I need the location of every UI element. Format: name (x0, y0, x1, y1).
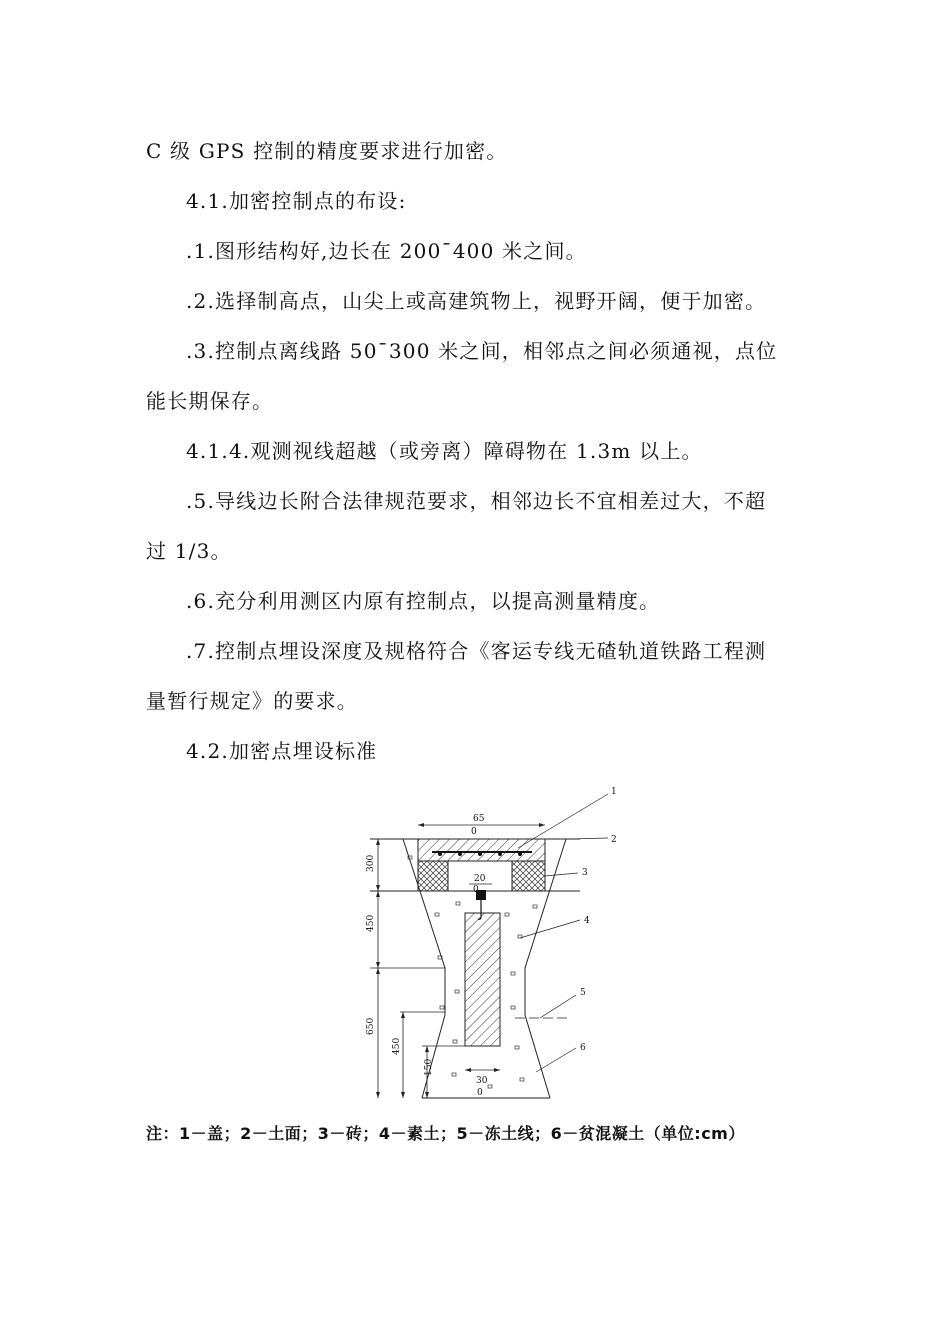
list-item-6: .6.充分利用测区内原有控制点，以提高测量精度。 (186, 589, 661, 613)
list-item-1: .1.图形结构好,边长在 200¯400 米之间。 (186, 239, 587, 263)
list-item-2: .2.选择制高点，山尖上或高建筑物上，视野开阔，便于加密。 (186, 289, 767, 313)
callout-3-label: 3 (582, 868, 588, 878)
dim-450-lower-label: 450 (392, 1037, 402, 1055)
cover-slab (418, 839, 545, 861)
list-item-3: .3.控制点离线路 50¯300 米之间，相邻点之间必须通视，点位 (186, 339, 778, 363)
bottom-width-label-a: 30 (476, 1076, 488, 1086)
brick-left (418, 861, 448, 891)
callout-4-label: 4 (584, 916, 590, 926)
dim-150-label: 150 (424, 1058, 434, 1076)
list-item-5-continued: 过 1/3。 (146, 539, 232, 563)
list-item-5: .5.导线边长附合法律规范要求，相邻边长不宜相差过大，不超 (186, 489, 767, 513)
burial-standard-diagram (340, 780, 630, 1110)
bottom-width-label-b: 0 (477, 1088, 483, 1098)
list-item-4: 4.1.4.观测视线超越（或旁离）障碍物在 1.3m 以上。 (186, 439, 703, 463)
list-item-3-continued: 能长期保存。 (146, 389, 274, 413)
diagram-legend-note: 注：1－盖；2－土面；3－砖；4－素土；5－冻土线；6－贫混凝土（单位:cm） (146, 1124, 745, 1143)
mark-width-label-a: 20 (474, 874, 486, 884)
mark-width-label-b: 0 (473, 885, 479, 895)
top-width-label-b: 0 (471, 827, 477, 837)
section-heading-4-1: 4.1.加密控制点的布设: (186, 189, 407, 213)
list-item-7-continued: 量暂行规定》的要求。 (146, 689, 358, 713)
paragraph-line-1: C 级 GPS 控制的精度要求进行加密。 (146, 139, 508, 163)
dim-650-label: 650 (366, 1017, 376, 1035)
dim-450-upper-label: 450 (366, 914, 376, 932)
list-item-7: .7.控制点埋设深度及规格符合《客运专线无碴轨道铁路工程测 (186, 639, 767, 663)
brick-right (512, 861, 545, 891)
section-heading-4-2: 4.2.加密点埋设标准 (186, 739, 378, 763)
callout-6-label: 6 (580, 1043, 586, 1053)
callout-5-label: 5 (580, 988, 586, 998)
callout-2-label: 2 (611, 835, 617, 845)
top-width-label-a: 65 (473, 814, 485, 824)
dim-300-label: 300 (366, 854, 376, 872)
callout-1-label: 1 (611, 787, 617, 797)
concrete-pillar (465, 913, 500, 1046)
